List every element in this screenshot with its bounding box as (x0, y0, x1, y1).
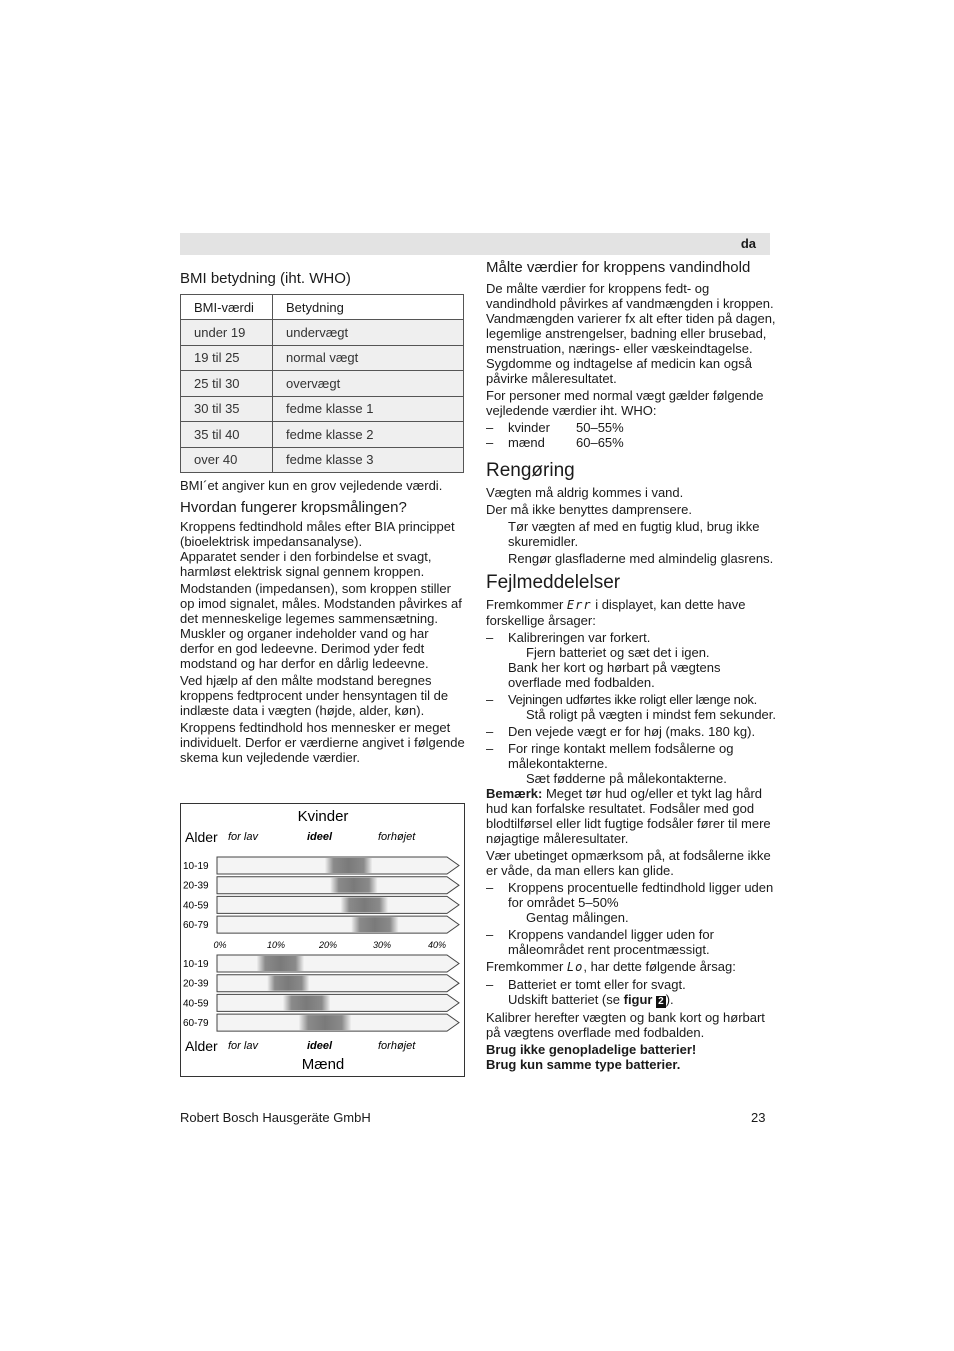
ideal-range-bar (299, 1015, 352, 1030)
list-item-label: mænd (508, 435, 545, 450)
table-cell: 30 til 35 (181, 396, 273, 422)
table-header: Betydning (273, 295, 464, 320)
body-fat-chart (180, 803, 465, 1077)
age-row-label: 10-19 (183, 959, 209, 970)
water-title: Målte værdier for kroppens vandindhold (486, 259, 751, 276)
right-column (486, 259, 776, 1074)
table-row (181, 422, 464, 448)
table-row (181, 345, 464, 371)
ideal-range-bar (325, 858, 372, 873)
ideal-range-bar (330, 878, 377, 893)
table-cell: fedme klasse 1 (273, 396, 464, 422)
age-row-label: 40-59 (183, 900, 209, 912)
age-row-label: 40-59 (183, 998, 209, 1010)
x-tick: 40% (427, 940, 447, 950)
table-cell: undervægt (273, 320, 464, 346)
table-row (181, 371, 464, 397)
zone-label-ideal-top: ideel (307, 831, 333, 843)
age-row-track (217, 896, 459, 913)
remedy-text (486, 992, 776, 1008)
table-cell: under 19 (181, 320, 273, 346)
ideal-range-bar (257, 956, 304, 971)
table-cell: fedme klasse 2 (273, 422, 464, 448)
table-cell: 19 til 25 (181, 345, 273, 371)
bmi-note: BMI´et angiver kun en grov vejledende værdi. (180, 478, 443, 493)
age-row-label: 60-79 (183, 920, 209, 932)
age-label-bottom: Alder (185, 1038, 218, 1054)
zone-label-high-bottom: forhøjet (378, 1040, 416, 1052)
table-cell: 35 til 40 (181, 422, 273, 448)
header-bar (180, 233, 770, 255)
x-tick: 10% (266, 940, 286, 950)
paragraph: Der må ikke benyttes damprensere. (486, 502, 692, 517)
bmi-table (180, 294, 464, 473)
age-row-label: 10-19 (183, 861, 209, 872)
list-item: – Kroppens vandandel ligger uden for måleområdet rent procentmæssigt. (486, 927, 776, 957)
text: Fremkommer (486, 597, 567, 612)
zone-label-high-top: forhøjet (378, 831, 416, 843)
list-item: – Kalibreringen var forkert. (486, 630, 776, 645)
paragraph: Tør vægten af med en fugtig klud, brug ikke skuremidler. (508, 519, 760, 549)
err-display-code: Err (566, 598, 592, 612)
age-row-label: 20-39 (183, 978, 209, 990)
age-row-track (217, 975, 459, 992)
ideal-range-bar (341, 897, 388, 912)
text: Fremkommer (486, 959, 567, 974)
how-title: Hvordan fungerer kropsmålingen? (180, 499, 407, 516)
ideal-range-bar (351, 917, 398, 932)
list-item: – For ringe kontakt mellem fodsålerne og målekontakterne. (486, 741, 776, 771)
footer-page-number: 23 (751, 1110, 766, 1125)
table-header-row (181, 295, 464, 320)
table-cell: overvægt (273, 371, 464, 397)
remedy-text: Bank her kort og hørbart på vægtens overflade med fodbalden. (508, 660, 721, 690)
list-item: – Vejningen udførtes ikke roligt eller længe nok. (486, 692, 776, 707)
note (486, 786, 776, 846)
list-item (486, 435, 776, 450)
warning: Brug ikke genopladelige batterier! (486, 1042, 697, 1057)
x-tick: 20% (318, 940, 338, 950)
table-cell: over 40 (181, 447, 273, 473)
table-header: BMI-værdi (181, 295, 273, 320)
paragraph: Vær ubetinget opmærksom på, at fodsålerne ikke er våde, da man ellers kan glide. (486, 848, 771, 878)
paragraph: Modstanden (impedansen), som kroppen stiller op imod signalet, måles. Modstanden påvirkes af det menneskelige legemes sammensætning. Muskler og organer indeholder vand og har derfor en god ledeevne. Derimod yder fedt modstand og har derfor en dårlig ledeevne. (180, 581, 462, 671)
paragraph: Vægten må aldrig kommes i vand. (486, 485, 684, 500)
error-title: Fejlmeddelelser (486, 572, 621, 593)
paragraph: Rengør glasfladerne med almindelig glasrens. (508, 551, 774, 566)
zone-label-ideal-bottom: ideel (307, 1040, 333, 1052)
age-row-label: 60-79 (183, 1018, 209, 1030)
body-fat-chart-svg (181, 804, 464, 1076)
chart-title-top: Kvinder (297, 808, 349, 825)
ideal-range-bar (283, 995, 330, 1010)
age-row-label: 20-39 (183, 880, 209, 892)
footer-company: Robert Bosch Hausgeräte GmbH (180, 1110, 371, 1125)
zone-label-low-top: for lav (228, 831, 258, 843)
note-label: Bemærk: (486, 786, 543, 801)
list-item (486, 420, 776, 435)
note-text: Meget tør hud og/eller et tykt lag hård hud kan forfalske resultatet. Fodsåler med god blodtilførsel eller lidt fugtige fodsåler fører til mere nøjagtige måleresultater. (486, 786, 771, 846)
text: Udskift batteriet (se (508, 992, 624, 1007)
list-item: – Batteriet er tomt eller for svagt. (486, 977, 776, 992)
list-item-value: 60–65% (576, 435, 624, 450)
ideal-range-bar (267, 976, 309, 991)
x-tick: 30% (372, 940, 392, 950)
paragraph: Kalibrer herefter vægten og bank kort og hørbart på vægtens overflade med fodbalden. (486, 1010, 765, 1040)
left-column (180, 270, 465, 767)
x-tick: 0% (213, 940, 227, 950)
table-row (181, 320, 464, 346)
table-row (181, 447, 464, 473)
figure-ref: figur (623, 992, 653, 1007)
paragraph: Apparatet sender i den forbindelse et svagt, harmløst elektrisk signal gennem kroppen. (180, 549, 432, 579)
remedy-text: Fjern batteriet og sæt det i igen. (526, 645, 710, 660)
paragraph: For personer med normal vægt gælder følgende vejledende værdier iht. WHO: (486, 388, 764, 418)
chart-title-bottom: Mænd (301, 1056, 345, 1073)
paragraph: Kroppens fedtindhold hos mennesker er meget individuelt. Derfor er værdierne angivet i følgende skema kun vejledende værdier. (180, 720, 465, 765)
table-row (181, 396, 464, 422)
remedy-text: Gentag målingen. (526, 910, 629, 925)
remedy-text: Stå roligt på vægten i mindst fem sekunder. (526, 707, 777, 722)
bmi-title: BMI betydning (iht. WHO) (180, 270, 351, 287)
table-cell: 25 til 30 (181, 371, 273, 397)
age-label-top: Alder (185, 829, 218, 845)
lo-display-code: Lo (566, 960, 584, 974)
text: i displayet, kan dette have forskellige årsager: (486, 597, 746, 628)
list-item: – Den vejede vægt er for høj (maks. 180 kg). (486, 724, 776, 739)
table-cell: fedme klasse 3 (273, 447, 464, 473)
text: ). (665, 992, 674, 1007)
list-item-value: 50–55% (576, 420, 624, 435)
paragraph (486, 597, 776, 628)
remedy-text: Sæt fødderne på målekontakterne. (526, 771, 727, 786)
language-label: da (740, 236, 756, 251)
list-item-label: kvinder (508, 420, 550, 435)
warning: Brug kun samme type batterier. (486, 1057, 681, 1072)
age-row-track (217, 955, 459, 972)
paragraph: Kroppens fedtindhold måles efter BIA princippet (bioelektrisk impedansanalyse). (180, 519, 455, 549)
list-item: – Kroppens procentuelle fedtindhold ligger uden for området 5–50% (486, 880, 776, 910)
clean-title: Rengøring (486, 460, 575, 481)
zone-label-low-bottom: for lav (228, 1040, 258, 1052)
age-row-track (217, 994, 459, 1011)
paragraph: Ved hjælp af den målte modstand beregnes kroppens fedtprocent under hensyntagen til de indlæste data i vægten (højde, alder, køn). (180, 673, 449, 718)
paragraph: De målte værdier for kroppens fedt- og vandindhold påvirkes af vandmængden i kroppen. Vandmængden varierer fx alt efter tiden på dagen, legemlige anstrengelser, badning eller brusebad, menstruation, nærings- eller væskeindtagelse. Sygdomme og indtagelse af medicin kan også påvirke måleresultatet. (486, 281, 776, 386)
age-row-track (217, 916, 459, 933)
table-cell: normal vægt (273, 345, 464, 371)
figure-number-badge: 2 (658, 996, 664, 1007)
paragraph (486, 959, 776, 975)
text: , har dette følgende årsag: (583, 959, 736, 974)
